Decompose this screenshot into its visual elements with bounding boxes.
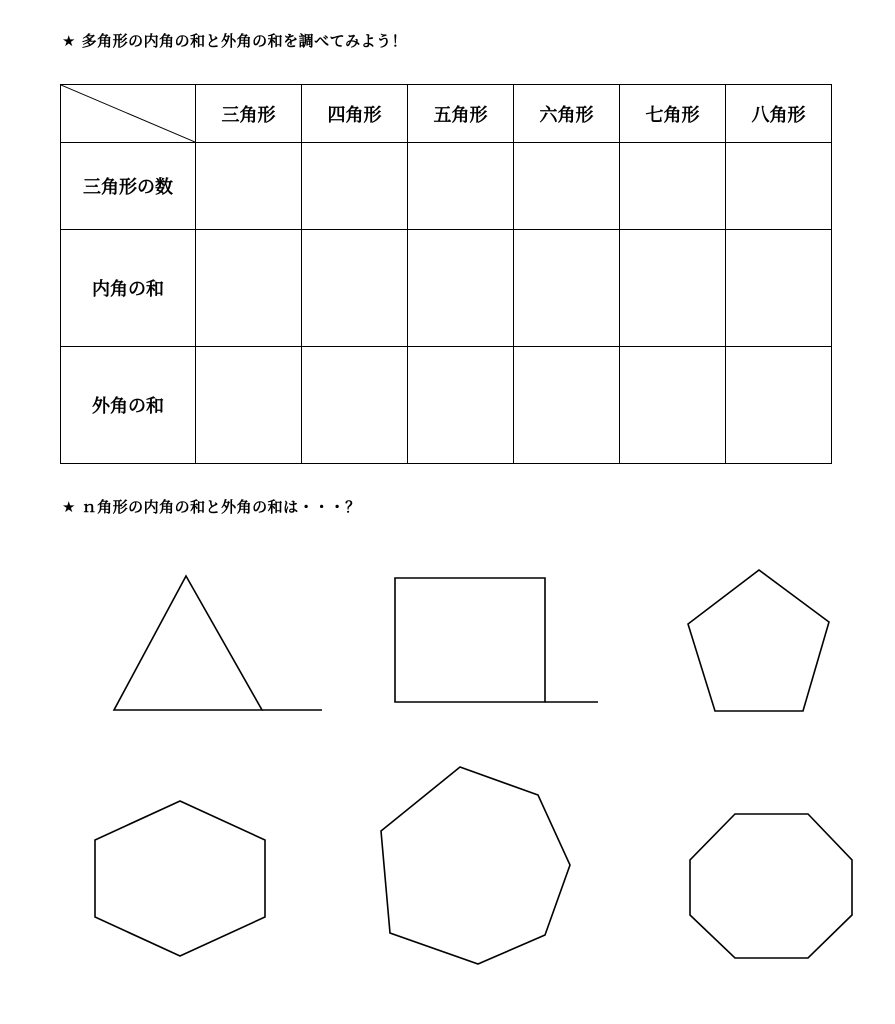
table-row-exterior-sum: [61, 347, 832, 464]
answer-cell[interactable]: [620, 347, 726, 464]
answer-cell[interactable]: [302, 230, 408, 347]
pentagon-shape: [688, 570, 829, 711]
row-header-triangle-count: 三角形の数: [61, 143, 196, 230]
answer-cell[interactable]: [726, 143, 832, 230]
heptagon-shape: [381, 767, 570, 964]
answer-cell[interactable]: [196, 143, 302, 230]
answer-cell[interactable]: [408, 230, 514, 347]
polygon-angle-table: [60, 84, 832, 464]
answer-cell[interactable]: [514, 230, 620, 347]
answer-cell[interactable]: [302, 143, 408, 230]
answer-cell[interactable]: [408, 143, 514, 230]
answer-cell[interactable]: [726, 347, 832, 464]
worksheet-heading-2: ★ ｎ角形の内角の和と外角の和は・・・？: [62, 498, 361, 516]
answer-cell[interactable]: [620, 143, 726, 230]
column-header-triangle: 三角形: [196, 85, 302, 143]
answer-cell[interactable]: [726, 230, 832, 347]
square-shape: [395, 578, 545, 702]
table-row-interior-sum: [61, 230, 832, 347]
answer-cell[interactable]: [514, 143, 620, 230]
hexagon-shape: [95, 801, 265, 956]
row-header-interior-sum: 内角の和: [61, 230, 196, 347]
column-header-hexagon: 六角形: [514, 85, 620, 143]
column-header-heptagon: 七角形: [620, 85, 726, 143]
answer-cell[interactable]: [196, 347, 302, 464]
table-header-row: [61, 85, 832, 143]
column-header-quadrilateral: 四角形: [302, 85, 408, 143]
answer-cell[interactable]: [196, 230, 302, 347]
column-header-octagon: 八角形: [726, 85, 832, 143]
column-header-pentagon: 五角形: [408, 85, 514, 143]
worksheet-heading-1: ★ 多角形の内角の和と外角の和を調べてみよう！: [62, 32, 408, 50]
answer-cell[interactable]: [408, 347, 514, 464]
answer-cell[interactable]: [302, 347, 408, 464]
answer-cell[interactable]: [514, 347, 620, 464]
answer-cell[interactable]: [620, 230, 726, 347]
triangle-shape: [114, 576, 262, 710]
row-header-exterior-sum: 外角の和: [61, 347, 196, 464]
table-row-triangle-count: [61, 143, 832, 230]
octagon-shape: [690, 814, 852, 958]
corner-diagonal: [61, 85, 195, 142]
table-corner-cell: [61, 85, 196, 143]
